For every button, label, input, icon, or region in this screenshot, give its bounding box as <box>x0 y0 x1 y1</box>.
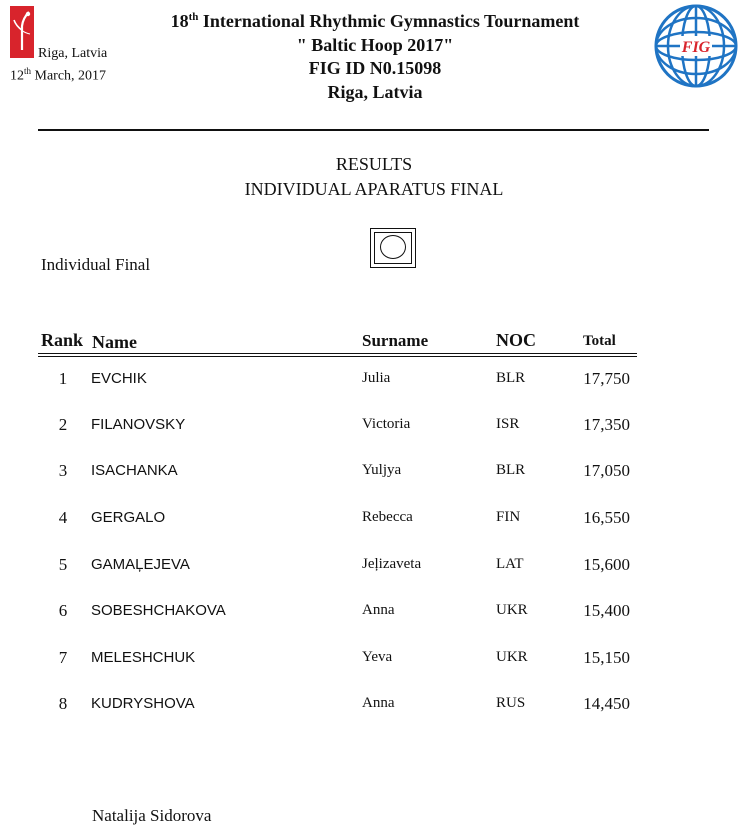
noc-cell: UKR <box>496 602 528 618</box>
name-cell: SOBESHCHAKOVA <box>91 602 226 619</box>
results-title: RESULTS <box>335 154 413 174</box>
total-cell: 17,050 <box>583 461 630 480</box>
fig-globe-logo <box>654 4 738 88</box>
table-row <box>0 508 740 532</box>
table-row <box>0 555 740 579</box>
total-cell: 15,400 <box>583 601 630 620</box>
name-cell: FILANOVSKY <box>91 416 186 433</box>
event-name: " Baltic Hoop 2017" <box>296 34 454 55</box>
rank-cell: 1 <box>58 369 68 388</box>
total-cell: 16,550 <box>583 508 630 527</box>
surname-cell: Yuljya <box>362 462 402 478</box>
rank-cell: 2 <box>58 415 68 434</box>
event-city: Riga, Latvia <box>327 81 423 102</box>
noc-cell: UKR <box>496 649 528 665</box>
column-header-surname: Surname <box>362 331 429 350</box>
noc-cell: LAT <box>496 556 524 572</box>
rank-cell: 5 <box>58 555 68 574</box>
tournament-header <box>150 6 600 104</box>
surname-cell: Anna <box>362 602 395 618</box>
noc-cell: FIN <box>496 509 521 525</box>
fig-id: FIG ID N0.15098 <box>308 58 442 78</box>
riga-club-logo <box>10 6 34 58</box>
total-cell: 17,750 <box>583 369 630 388</box>
name-cell: ISACHANKA <box>91 462 178 479</box>
category-label: Individual Final <box>41 255 151 274</box>
table-row <box>0 601 740 625</box>
name-cell: KUDRYSHOVA <box>91 695 195 712</box>
surname-cell: Jeļizaveta <box>362 556 422 572</box>
rank-cell: 6 <box>58 601 68 620</box>
surname-cell: Yeva <box>362 649 393 665</box>
rank-cell: 8 <box>58 694 68 713</box>
name-cell: MELESHCHUK <box>91 649 196 666</box>
table-row <box>0 694 740 718</box>
total-cell: 17,350 <box>583 415 630 434</box>
table-header-rule <box>38 353 637 357</box>
table-row <box>0 461 740 485</box>
table-row <box>0 415 740 439</box>
noc-cell: ISR <box>496 416 520 432</box>
surname-cell: Rebecca <box>362 509 413 525</box>
total-cell: 14,450 <box>583 694 630 713</box>
column-header-name: Name <box>92 332 137 352</box>
column-header-noc: NOC <box>496 330 536 350</box>
header-location-left: Riga, Latvia <box>38 46 108 61</box>
table-row <box>0 369 740 393</box>
column-header-rank: Rank <box>41 330 84 350</box>
results-heading <box>0 152 740 202</box>
rank-cell: 4 <box>58 508 68 527</box>
noc-cell: BLR <box>496 370 526 386</box>
rank-cell: 7 <box>58 648 68 667</box>
results-subtitle: INDIVIDUAL APARATUS FINAL <box>244 179 504 199</box>
noc-cell: BLR <box>496 462 526 478</box>
column-header-total: Total <box>583 333 616 349</box>
surname-cell: Victoria <box>362 416 411 432</box>
name-cell: GERGALO <box>91 509 166 526</box>
surname-cell: Julia <box>362 370 391 386</box>
signature-name: Natalija Sidorova <box>92 806 212 825</box>
total-cell: 15,600 <box>583 555 630 574</box>
tournament-title: 18th International Rhythmic Gymnastics Tournament <box>170 11 580 31</box>
fig-logo-text: FIG <box>681 39 711 56</box>
total-cell: 15,150 <box>583 648 630 667</box>
name-cell: GAMAĻEJEVA <box>91 556 190 573</box>
name-cell: EVCHIK <box>91 370 147 387</box>
rank-cell: 3 <box>58 461 68 480</box>
header-date: 12th March, 2017 <box>10 66 107 84</box>
header-divider <box>38 129 709 131</box>
table-row <box>0 648 740 672</box>
noc-cell: RUS <box>496 695 526 711</box>
hoop-icon <box>370 228 416 268</box>
surname-cell: Anna <box>362 695 395 711</box>
